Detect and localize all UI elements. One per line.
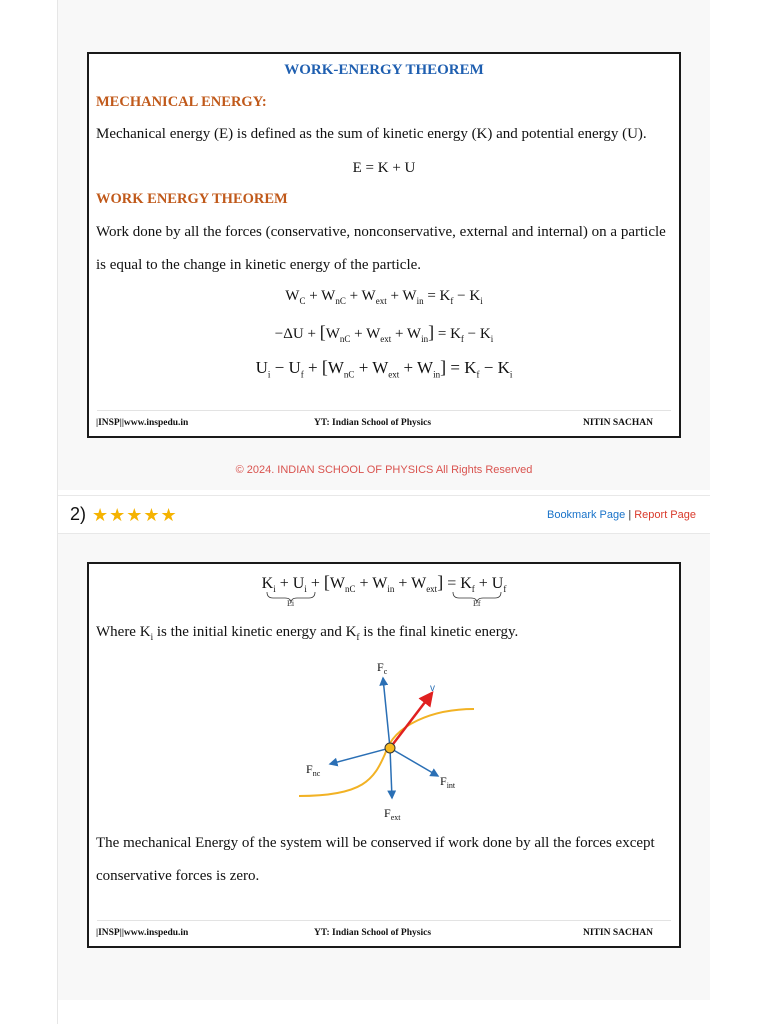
link-separator: | xyxy=(628,509,632,521)
footer-youtube: YT: Indian School of Physics xyxy=(314,418,432,428)
force-conservative-arrow xyxy=(383,678,390,748)
mechanical-energy-definition: Mechanical energy (E) is defined as the sum of kinetic energy (K) and potential energy (U). xyxy=(96,126,647,142)
heading-mechanical-energy: MECHANICAL ENERGY: xyxy=(96,94,267,110)
document-page-1 xyxy=(87,52,681,438)
equation-energy-form: $U_i - U_f + [W_{nC} + W_{ext} + W_{in}] = K_f - K_i$ xyxy=(255,357,513,380)
equation-total-energy: $K_i + U_i + [W_{nC} + W_{in} + W_{ext}] = K_f + U_f$ xyxy=(261,572,507,595)
brace-label-ef: Ef xyxy=(473,599,481,608)
footer-youtube: YT: Indian School of Physics xyxy=(314,928,432,938)
where-text-a: Where K xyxy=(96,624,151,640)
report-page-link[interactable]: Report Page xyxy=(634,509,696,521)
question-number: 2) xyxy=(70,504,87,524)
brace-label-ei: Ei xyxy=(287,599,295,608)
label-fext: $F_{ext}$ xyxy=(384,806,401,822)
conservation-statement-line-2: conservative forces is zero. xyxy=(96,868,260,884)
where-text-c: is the final kinetic energy. xyxy=(359,624,519,640)
force-internal-arrow xyxy=(390,748,438,776)
heading-work-energy-theorem: WORK ENERGY THEOREM xyxy=(96,191,288,207)
document-page-2 xyxy=(87,562,681,948)
footer-author: NITIN SACHAN xyxy=(583,418,653,428)
force-diagram xyxy=(294,659,494,824)
kinetic-energy-note: Where $K_i$ is the initial kinetic energy and $K_f$ is the final kinetic energy. xyxy=(96,624,519,642)
question-divider-bottom xyxy=(58,533,710,534)
underbraces xyxy=(265,590,505,610)
equation-potential-form: $-\Delta U + [W_{nC} + W_{ext} + W_{in}] = K_f - K_i$ xyxy=(274,322,494,344)
question-divider-top xyxy=(58,495,710,496)
theorem-statement-line-1: Work done by all the forces (conservative, nonconservative, external and internal) on a particle xyxy=(96,224,666,240)
footer-divider xyxy=(97,410,671,411)
particle xyxy=(385,743,395,753)
bookmark-page-link[interactable]: Bookmark Page xyxy=(546,509,626,521)
label-fc: $F_c$ xyxy=(377,660,388,676)
label-fnc: $F_{nc}$ xyxy=(306,762,321,778)
copyright-notice: © 2024. INDIAN SCHOOL OF PHYSICS All Rights Reserved xyxy=(235,464,533,476)
equation-work-sum: $W_C + W_{nC} + W_{ext} + W_{in} = K_f - K_i$ xyxy=(285,288,483,306)
label-fint: $F_{int}$ xyxy=(440,774,456,790)
force-external-arrow xyxy=(390,748,392,798)
velocity-arrow xyxy=(390,693,432,748)
page-title: WORK-ENERGY THEOREM xyxy=(284,62,484,78)
page-actions xyxy=(547,509,696,521)
where-text-b: is the initial kinetic energy and K xyxy=(153,624,357,640)
theorem-statement-line-2: is equal to the change in kinetic energy of the particle. xyxy=(96,257,422,273)
star-rating[interactable]: ★★★★★ xyxy=(92,505,178,526)
footer-website: |INSP||www.inspedu.in xyxy=(96,928,189,938)
equation-e-equals-k-plus-u: E = K + U xyxy=(352,160,416,176)
footer-website: |INSP||www.inspedu.in xyxy=(96,418,189,428)
label-velocity: v xyxy=(430,683,435,694)
conservation-statement-line-1: The mechanical Energy of the system will be conserved if work done by all the forces except xyxy=(96,835,655,851)
footer-author: NITIN SACHAN xyxy=(583,928,653,938)
footer-divider xyxy=(97,920,671,921)
